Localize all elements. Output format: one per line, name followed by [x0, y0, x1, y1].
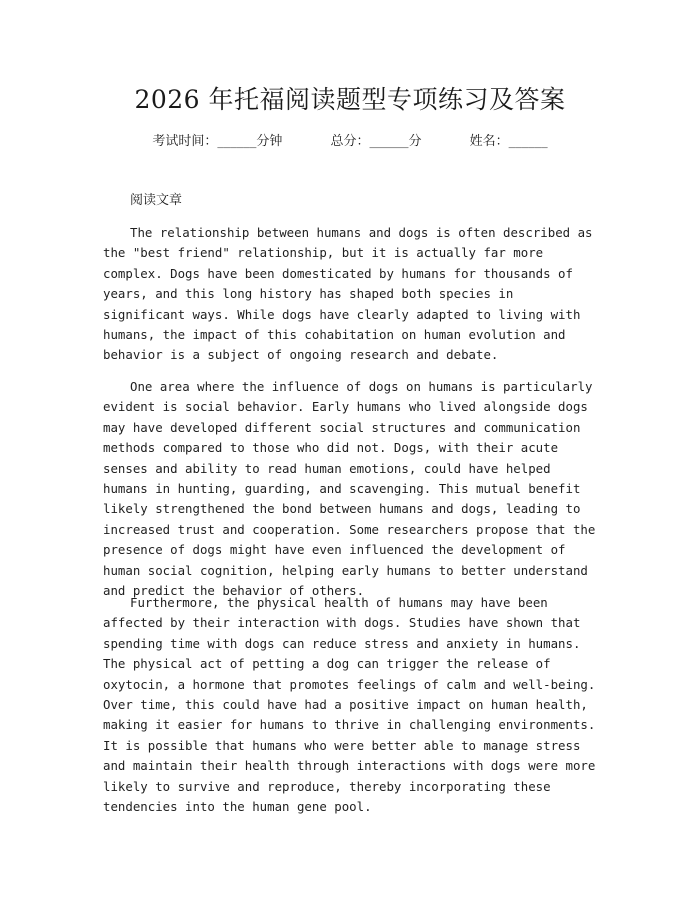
exam-info	[0, 130, 700, 149]
total-score-field: 总分：______分	[330, 134, 422, 149]
document-title: 2026 年托福阅读题型专项练习及答案	[134, 85, 566, 114]
paragraph-3: Furthermore, the physical health of humans may have been affected by their interaction with dogs. Studies have shown that spending time with dogs can reduce stress and anxiety in humans. The physical act of petting a dog can trigger the release of oxytocin, a hormone that promotes feelings of calm and well-being. Over time, this could have had a positive impact on human health, making it easier for humans to thrive in challenging environments. It is possible that humans who were better able to manage stress and maintain their health through interactions with dogs were more likely to survive and reproduce, thereby incorporating these tendencies into the human gene pool.	[103, 595, 596, 815]
paragraph-1: The relationship between humans and dogs is often described as the "best friend" relationship, but it is actually far more complex. Dogs have been domesticated by humans for thousands of years, and this long history has shaped both species in significant ways. While dogs have clearly adapted to living with humans, the impact of this cohabitation on human evolution and behavior is a subject of ongoing research and debate.	[103, 225, 593, 363]
exam-time-field: 考试时间：______分钟	[152, 134, 283, 149]
paragraph-2: One area where the influence of dogs on humans is particularly evident is social behavior. Early humans who lived alongside dogs may have developed different social structures and communication methods compared to those who did not. Dogs, with their acute senses and ability to read human emotions, could have helped humans in hunting, guarding, and scavenging. This mutual benefit likely strengthened the bond between humans and dogs, leading to increased trust and cooperation. Some researchers propose that the presence of dogs might have even influenced the development of human social cognition, helping early humans to better understand and predict the behavior of others.	[103, 379, 596, 599]
student-name-field: 姓名：______	[469, 134, 548, 149]
section-label: 阅读文章	[130, 193, 183, 208]
